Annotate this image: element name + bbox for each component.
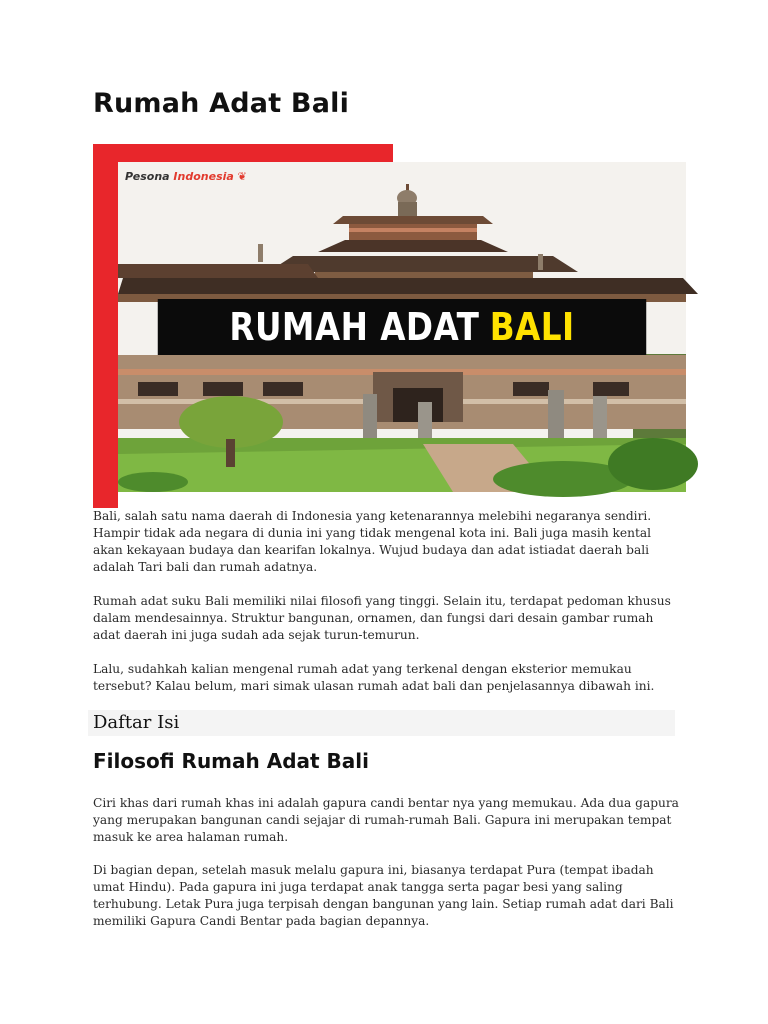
- banner-title: RUMAH ADAT: [229, 305, 480, 349]
- logo-text: Pesona: [125, 170, 174, 183]
- table-of-contents-toggle[interactable]: [88, 710, 675, 736]
- hero-image: [93, 144, 710, 508]
- intro-paragraph-3: Lalu, sudahkah kalian mengenal rumah adat yang terkenal dengan eksterior memukau tersebut? Kalau belum, mari simak ulasan rumah adat bali dan penjelasannya dibawah ini.: [93, 662, 655, 693]
- page-title: Rumah Adat Bali: [93, 88, 350, 119]
- hero-banner: [158, 299, 646, 355]
- section-paragraph-1: Ciri khas dari rumah khas ini adalah gapura candi bentar nya yang memukau. Ada dua gapura yang merupakan bangunan candi sejajar di rumah-rumah Bali. Gapura ini merupakan tempat masuk ke area halaman rumah.: [93, 796, 679, 844]
- toc-label: Daftar Isi: [93, 712, 180, 733]
- pesona-indonesia-logo: [125, 170, 247, 183]
- section-paragraph-2: Di bagian depan, setelah masuk melalu gapura ini, biasanya terdapat Pura (tempat ibadah umat Hindu). Pada gapura ini juga terdapat anak tangga serta pagar besi yang saling terhubung. Letak Pura juga terpisah dengan bangunan yang lain. Setiap rumah adat dari Bali memiliki Gapura Candi Bentar pada bagian depannya.: [93, 863, 674, 928]
- banner-highlight: BALI: [489, 305, 575, 349]
- intro-paragraph-1: Bali, salah satu nama daerah di Indonesia yang ketenarannya melebihi negaranya sendiri. Hampir tidak ada negara di dunia ini yang tidak mengenal kota ini. Bali juga masih kental akan kekayaan budaya dan kearifan lokalnya. Wujud budaya dan adat istiadat daerah bali adalah Tari bali dan rumah adatnya.: [93, 509, 652, 574]
- intro-paragraph-2: Rumah adat suku Bali memiliki nilai filosofi yang tinggi. Selain itu, terdapat pedoman khusus dalam mendesainnya. Struktur bangunan, ornamen, dan fungsi dari desain gambar rumah adat daerah ini juga sudah ada sejak turun-temurun.: [93, 594, 671, 642]
- flower-icon: ❦: [237, 170, 247, 183]
- logo-accent-text: Indonesia: [173, 170, 234, 183]
- section-heading: Filosofi Rumah Adat Bali: [93, 749, 369, 773]
